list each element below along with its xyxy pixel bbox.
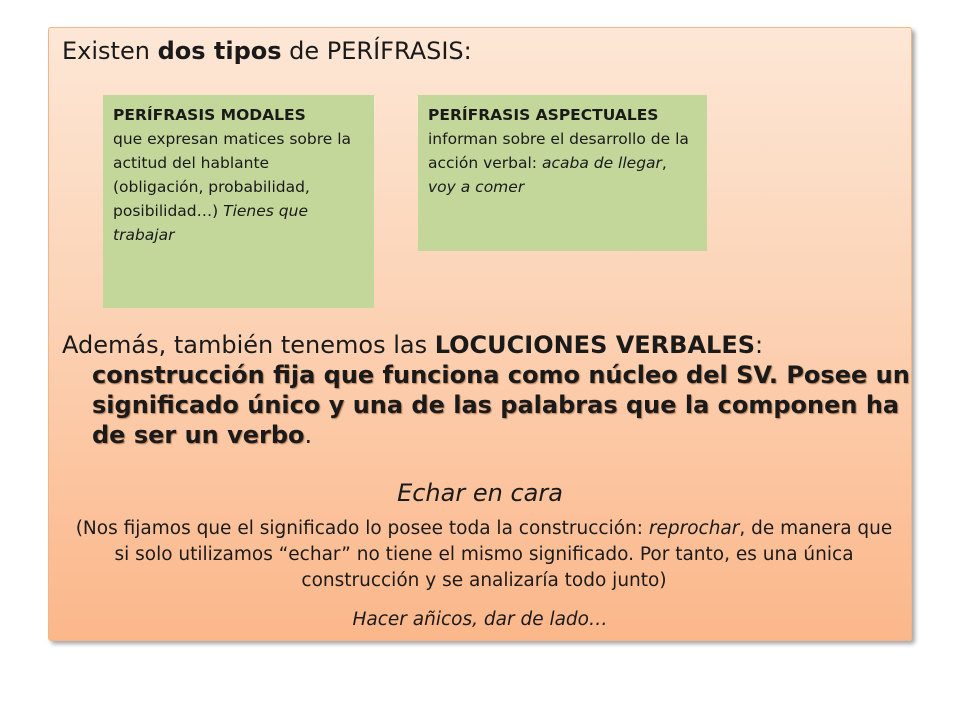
intro-text-end: de PERÍFRASIS: xyxy=(281,37,472,65)
locuciones-term: LOCUCIONES VERBALES xyxy=(434,331,755,359)
locuciones-paragraph xyxy=(62,330,932,450)
aspectuales-separator: , xyxy=(661,154,667,172)
locuciones-period: . xyxy=(304,421,313,449)
perifrasis-aspectuales-box xyxy=(418,95,707,251)
intro-line xyxy=(62,34,472,68)
aspectuales-title: PERÍFRASIS ASPECTUALES xyxy=(428,106,659,124)
locuciones-colon: : xyxy=(755,331,764,359)
aspectuales-example-1: acaba de llegar xyxy=(541,154,662,172)
locuciones-intro: Además, también tenemos las xyxy=(62,331,435,359)
modales-example: Tienes que trabajar xyxy=(113,202,308,244)
aspectuales-example-2: voy a comer xyxy=(428,178,525,196)
modales-title: PERÍFRASIS MODALES xyxy=(113,106,306,124)
note-text: (Nos fijamos que el significado lo posee toda la construcción: xyxy=(75,518,649,539)
note-text-end: , de manera que si solo utilizamos “echar” no tiene el mismo significado. Por tanto, es una única construcción y se analizaría todo junto) xyxy=(114,518,893,591)
explanation-note xyxy=(66,516,902,594)
locuciones-definition: construcción fija que funciona como núcleo del SV. Posee un significado único y una de las palabras que la componen ha de ser un verbo xyxy=(92,361,910,449)
intro-text: Existen xyxy=(62,37,158,65)
aspectuales-body: informan sobre el desarrollo de la acción verbal: xyxy=(428,130,689,172)
more-examples: Hacer añicos, dar de lado… xyxy=(352,609,608,630)
note-italic: reprochar xyxy=(648,518,740,539)
main-example: Echar en cara xyxy=(397,479,563,507)
modales-body: que expresan matices sobre la actitud del hablante (obligación, probabilidad, posibilidad…) xyxy=(113,130,352,220)
intro-bold: dos tipos xyxy=(157,37,282,65)
perifrasis-modales-box xyxy=(103,95,374,308)
